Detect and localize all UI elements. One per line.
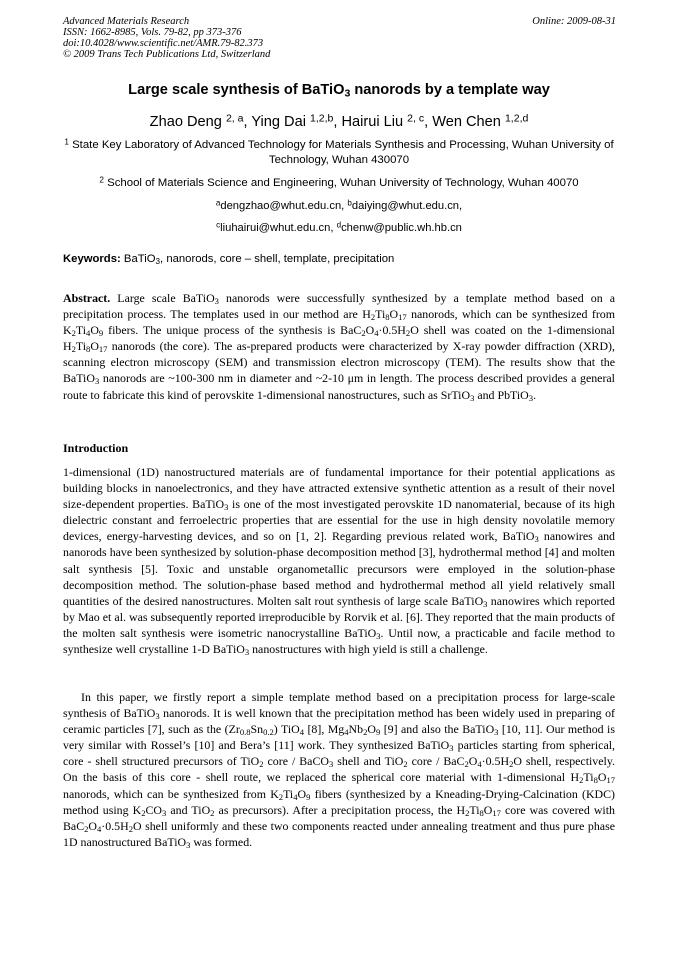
text-run: ·0.5H [481,754,510,769]
subscript: 2 [509,759,514,770]
text-run: Ti [75,339,87,354]
text-run: O [597,770,607,785]
subscript: 2 [71,328,76,339]
text-run: fibers (synthesized by a Kneading-Drying-Calcination (KDC) method using K [63,786,616,817]
subscript: 3 [214,296,219,307]
author-separator: , [333,114,342,130]
subscript: 4 [299,727,304,738]
title-text-post: nanorods by a template way [350,82,550,98]
text-run: ) TiO [273,722,300,737]
issn-line: ISSN: 1662-8985, Vols. 79-82, pp 373-376 [63,27,242,38]
subscript: 4 [86,328,91,339]
text-run: Large scale BaTiO [110,291,215,305]
text-run: is one of the most investigated perovskite 1D nanomaterial, because of its high dielectric constant and ferroelectric properties that are essential for the use in high density novolatile memory devices, energy-harvesting devices, and so on [1, 2]. Regarding previous related work, BaTiO [63,497,615,544]
keywords-text [124,253,394,265]
subscript: 17 [398,312,407,323]
text-run: particles starting from spherical, core - shell structured precursors of TiO [63,738,615,769]
text-run: Ti [583,770,594,785]
subscript: 17 [606,775,615,786]
subscript: 3 [534,534,539,545]
keywords-line [63,252,615,267]
text-run: nanorods. It is well known that the precipitation method has been widely used in preparing of ceramic particles [7], such as the (Zr [63,706,615,737]
subscript: 8 [479,807,484,818]
text-run: O [90,323,99,338]
author-emails [63,195,615,239]
text-run: as precursors). After a precipitation process, the H [214,802,466,817]
text-run: nanostructures with high yield is still a challenge. [249,642,488,657]
text-run: . [533,387,537,402]
text-run: [8], Mg [304,722,345,737]
text-run: O [389,307,399,322]
text-run: nanorods, which can be synthesized from K [63,307,615,338]
subscript: 3 [155,257,161,267]
subscript: 8 [385,312,390,323]
email-mark: b [347,198,352,208]
text-run: O [90,339,99,354]
author-name: Zhao Deng [149,114,226,130]
title-subscript: 3 [344,87,351,100]
text-run: [9] and also the BaTiO [380,722,495,737]
subscript: 4 [293,791,298,802]
text-run: Ti [469,802,480,817]
text-run: nanowires and nanorods have been synthesized by solution-phase decomposition method [3], hydrothermal method [4] and molten salt synthesis [5]. Toxic and unstable organometallic precursors were employed in the solution-phase decomposition method. The solution-phase based method and hydrothermal method all yield relatively small quantities of the desired nanostructures. Molten salt rout synthesis of large scale BaTiO [63,529,615,608]
affiliation-text: State Key Laboratory of Advanced Technology for Materials Synthesis and Processing, Wuhan University of Technology, Wuhan 430070 [68,139,614,166]
affiliation-2 [63,176,615,191]
subscript: 3 [186,839,191,850]
text-run: nanorods, which can be synthesized from K [63,786,279,801]
subscript: 2 [363,727,368,738]
email-address[interactable]: chenw@public.wh.hb.cn [341,222,462,234]
text-run: , nanorods, core – shell, template, precipitation [160,253,395,265]
abstract-label: Abstract. [63,291,111,305]
text-run: CO [145,802,163,817]
subscript: 0.2 [263,727,274,738]
text-run: core / BaCO [263,754,329,769]
text-run: O shell, respectively. On the basis of this core - shell route, we replaced the spherical core material with 1-dimensional H [63,754,615,785]
subscript: 9 [98,328,104,339]
subscript: 2 [370,312,376,323]
subscript: 4 [477,759,482,770]
subscript: 3 [470,392,475,403]
email-mark: a [215,198,221,208]
subscript: 2 [259,759,264,770]
email-line [63,217,615,239]
text-run: shell and TiO [333,754,404,769]
text-run: nanowires which reported by Mao et al. was subsequently reported irreproducible by Rorvik et al. [6]. They reported that the main products of the molten salt synthesis were isometric nanocrystalline BaTiO [63,593,615,640]
subscript: 2 [465,807,470,818]
subscript: 2 [141,807,146,818]
subscript: 3 [155,711,160,722]
author [432,114,528,130]
email-mark: d [336,220,342,230]
text-run: BaTiO [123,253,156,265]
subscript: 17 [98,344,108,355]
journal-name: Advanced Materials Research [63,16,190,27]
author-affiliation-mark: 2, c [407,112,425,125]
text-run: nanorods (the core). The as-prepared products were characterized by X-ray powder diffraction (XRD), scanning electron microscopy (SEM) and transmission electron microscopy (TEM). The results show that the BaTiO [63,339,615,386]
subscript: 2 [464,759,469,770]
subscript: 2 [405,328,411,339]
subscript: 2 [128,823,133,834]
text-run: core was covered with BaC [63,802,615,833]
subscript: 3 [449,743,454,754]
text-run: [10, 11]. Our method is very similar with Rossel’s [10] and Bera’s [11] work. They synthesized BaTiO [63,722,615,753]
title-text-pre: Large scale synthesis of BaTiO [128,82,345,98]
text-run: nanorods were successfully synthesized by a template method based on a precipitation process. The templates used in our method are H [63,291,615,322]
text-run: and PbTiO [474,387,529,402]
email-address[interactable]: dengzhao@whut.edu.cn, [220,200,348,212]
text-run: Ti [375,307,386,322]
subscript: 2 [210,807,215,818]
author-affiliation-mark: 1,2,b [310,112,334,125]
subscript: 2 [278,791,284,802]
introduction-paragraph-1 [63,464,615,657]
introduction-heading: Introduction [63,441,129,455]
author-list [63,112,615,132]
subscript: 3 [162,807,167,818]
text-run: core / BaC [407,754,465,769]
affiliation-text: School of Materials Science and Engineering, Wuhan University of Technology, Wuhan 40070 [103,177,579,189]
author-name: Hairui Liu [341,114,408,130]
subscript: 3 [376,631,381,642]
email-mark: c [216,220,221,230]
subscript: 3 [483,598,488,609]
subscript: 3 [244,647,250,658]
subscript: 2 [403,759,408,770]
subscript: 8 [86,344,91,355]
subscript: 2 [84,823,89,834]
text-run: O shell uniformly and these two components reacted under annealing treatment and thus pure phase 1D nanostructured BaTiO [63,818,615,849]
subscript: 8 [593,775,598,786]
subscript: 4 [344,727,349,738]
text-run: and TiO [166,802,211,817]
subscript: 4 [374,328,379,339]
author-separator: , [243,114,252,130]
keywords-label: Keywords: [63,253,124,265]
email-address[interactable]: liuhairui@whut.edu.cn, [220,222,337,234]
subscript: 3 [94,376,100,387]
affiliation-1 [63,138,615,168]
text-run: nanorods are ~100-300 nm in diameter and ~2-10 μm in length. The process described provides a general route to fabricate this kind of perovskite 1-dimensional nanostructures, such as SrTiO [63,371,615,402]
online-date: Online: 2009-08-31 [532,16,616,27]
subscript: 9 [306,791,311,802]
paper-title [63,81,615,99]
author [251,114,341,130]
text-run: Sn [250,722,264,737]
text-run: O shell was coated on the 1-dimensional H [63,323,615,354]
author-affiliation-mark: 2, a [225,112,244,125]
subscript: 17 [492,807,501,818]
text-run: . Until now, a practicable and facile method to synthesize well crystalline 1-D BaTiO [63,625,615,657]
abstract-text [63,291,615,402]
affiliation-mark: 1 [64,137,69,147]
abstract-paragraph [63,290,615,403]
subscript: 0.8 [239,727,251,738]
copyright-line: © 2009 Trans Tech Publications Ltd, Switzerland [63,49,271,60]
text-run: Nb [348,722,364,737]
author [341,114,432,130]
journal-header [63,16,443,60]
text-run: was formed. [190,834,253,849]
text-run: In this paper, we firstly report a simple template method based on a precipitation process for large-scale synthesis of BaTiO [63,690,615,721]
text-run: Ti [75,323,87,338]
author-name: Ying Dai [251,114,310,130]
text-run: ·0.5H [101,818,129,833]
subscript: 3 [528,392,534,403]
author-separator: , [424,114,433,130]
subscript: 2 [361,328,366,339]
doi-line: doi:10.4028/www.scientific.net/AMR.79-82.373 [63,38,264,49]
text-run: 1-dimensional (1D) nanostructured materials are of fundamental importance for their potential applications as building blocks in nanoelectronics, and they have attracted extensive synthetic attention as a result of their novel size-dependent properties. BaTiO [63,465,615,512]
subscript: 3 [494,727,499,738]
introduction-paragraph-2 [63,689,615,850]
text-run: O [367,722,376,737]
author-name: Wen Chen [432,114,505,130]
text-run: O [365,323,375,338]
author [150,114,252,130]
subscript: 3 [224,502,229,513]
email-line [63,195,615,217]
text-run: O [468,754,478,769]
text-run: O [88,818,98,833]
affiliation-mark: 2 [99,175,104,185]
subscript: 9 [375,727,381,738]
subscript: 4 [97,823,102,834]
text-run: fibers. The unique process of the synthesis is BaC [103,323,362,338]
text-run: Ti [283,786,294,801]
text-run: O [297,786,307,801]
text-run: ·0.5H [378,323,406,338]
subscript: 3 [328,759,334,770]
subscript: 2 [579,775,584,786]
author-affiliation-mark: 1,2,d [504,112,529,125]
email-address[interactable]: daiying@whut.edu.cn, [351,200,463,212]
text-run: O [483,802,493,817]
subscript: 2 [71,344,76,355]
